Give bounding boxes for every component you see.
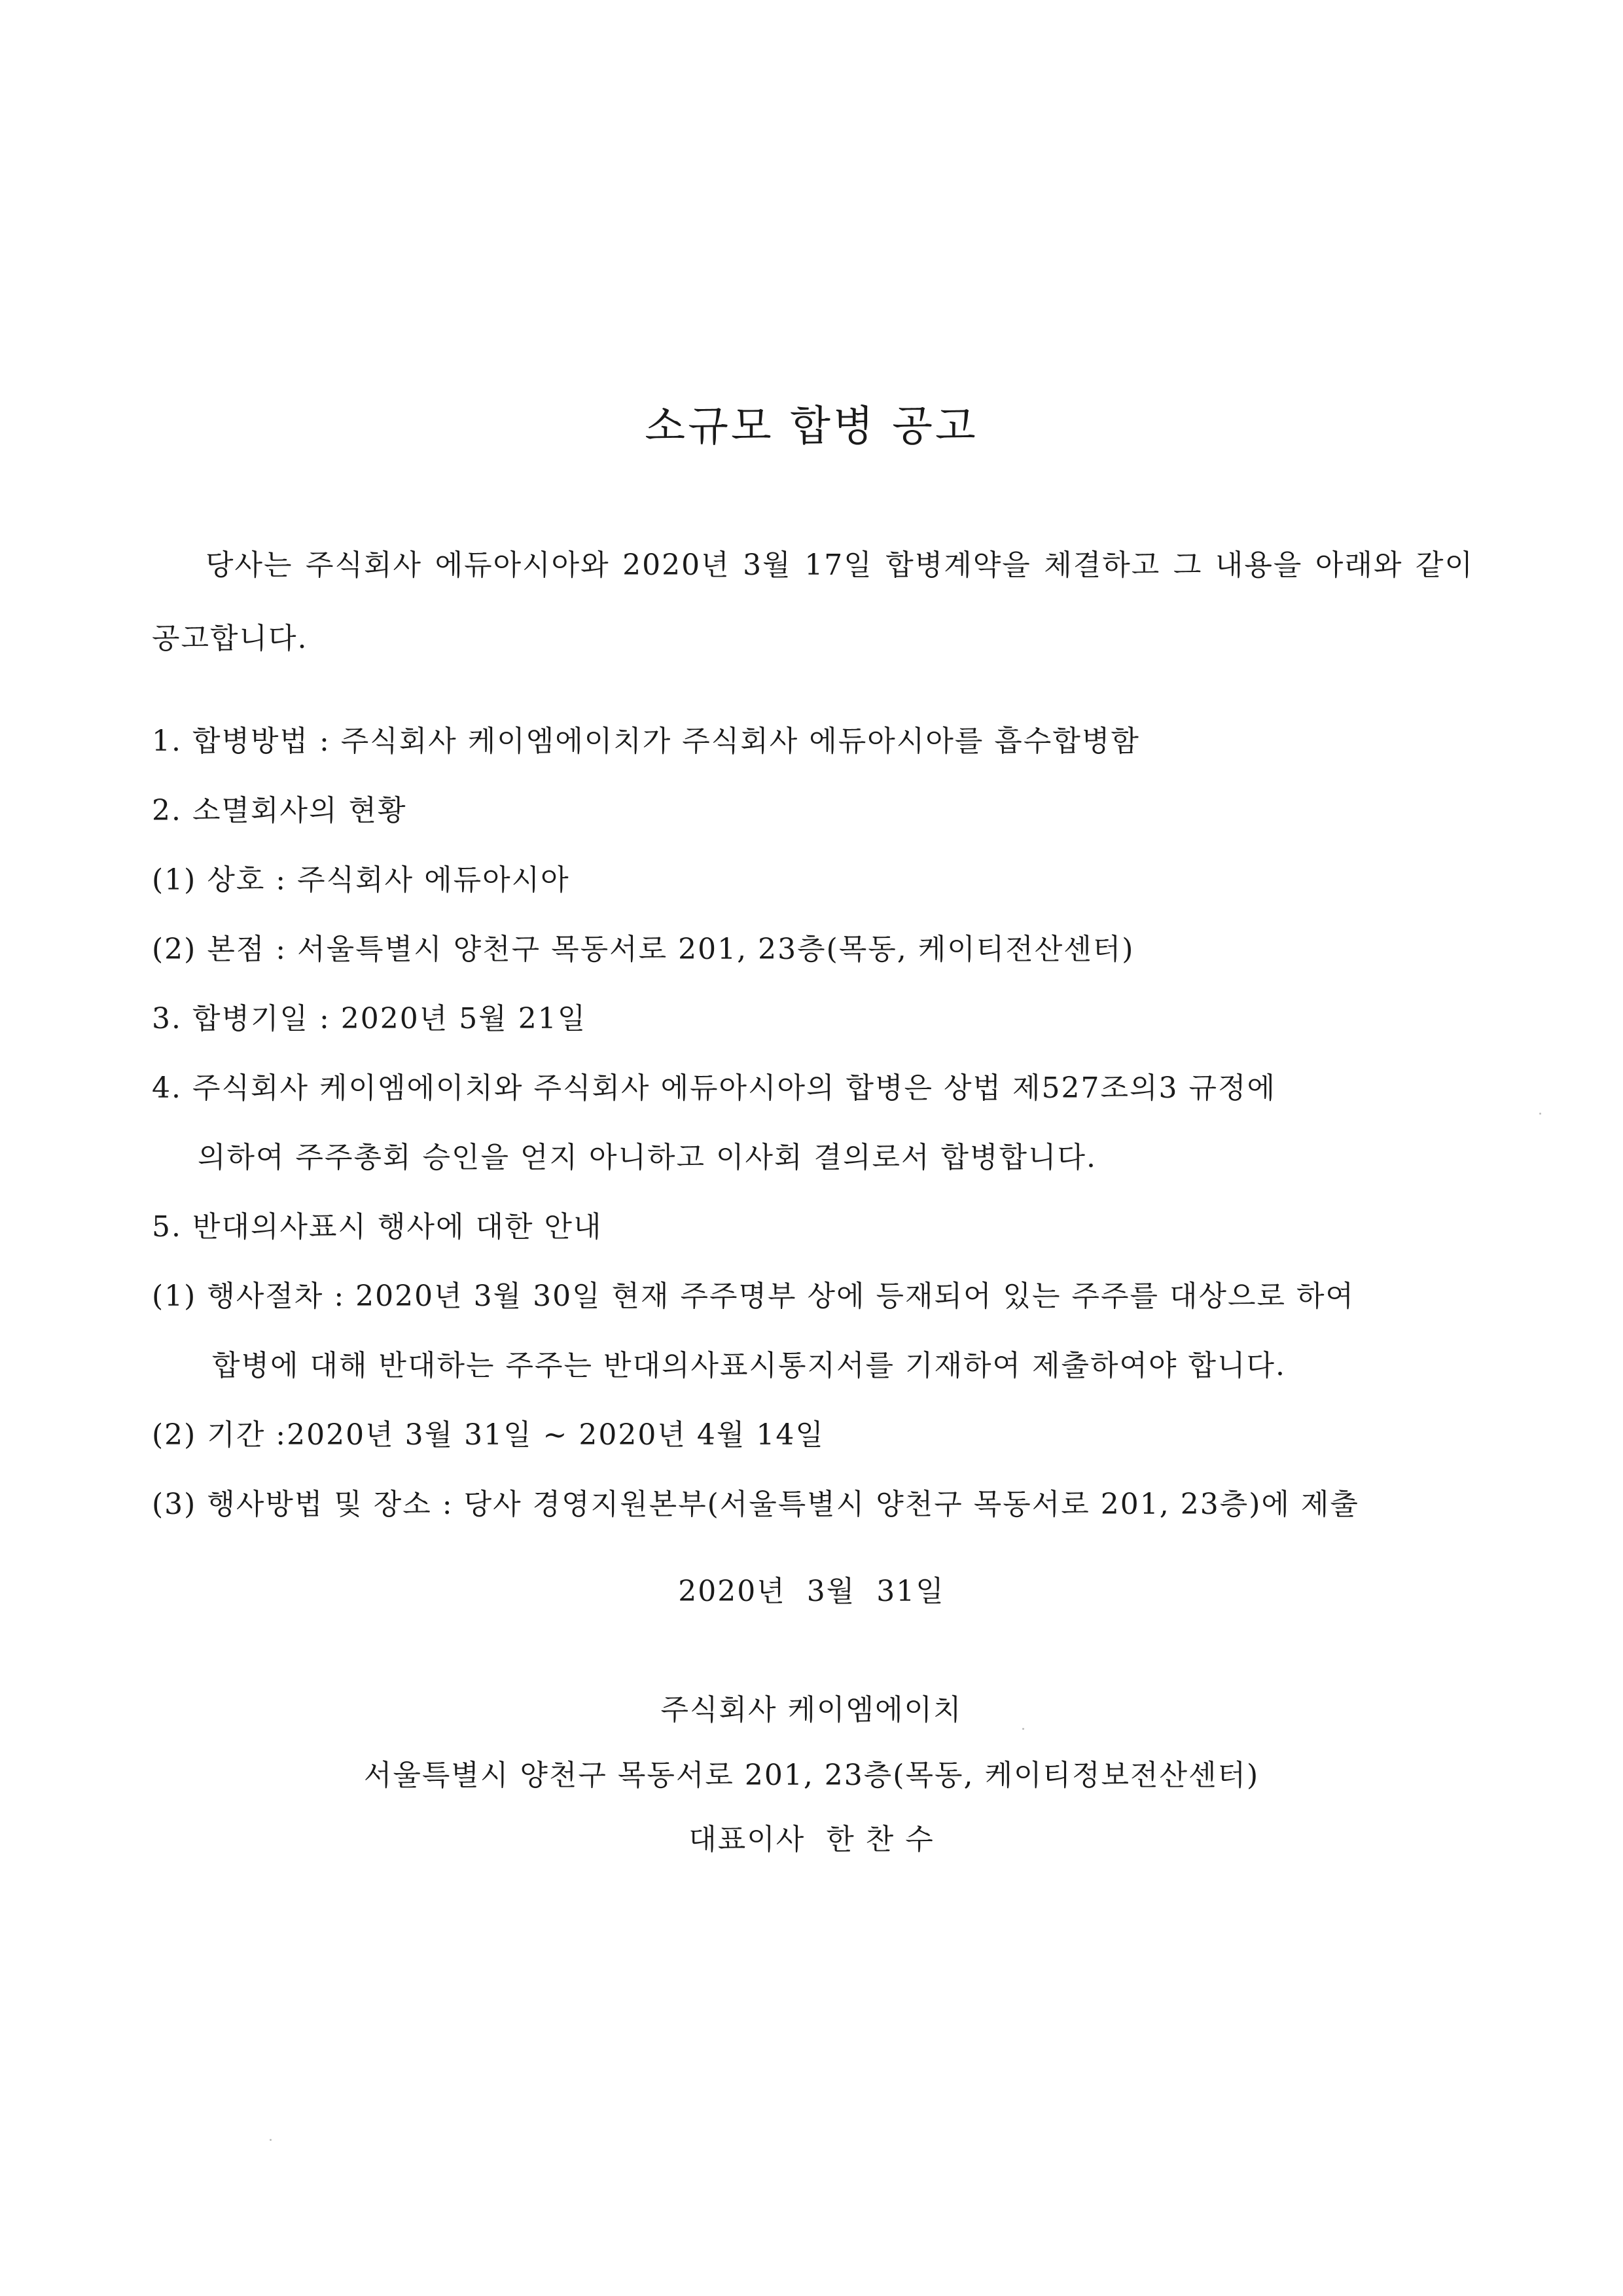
scan-speck [270,2139,272,2141]
item-company-name: (1) 상호 : 주식회사 에듀아시아 [152,863,570,897]
company-address: 서울특별시 양천구 목동서로 201, 23층(목동, 케이티정보전산센터) [363,1759,1260,1792]
item-dissent-guide: 5. 반대의사표시 행사에 대한 안내 [152,1210,603,1244]
item-merger-date: 3. 합병기일 : 2020년 5월 21일 [152,1002,587,1035]
document-title: 소규모 합병 공고 [645,403,978,451]
scan-speck [1539,1113,1541,1115]
item-procedure-cont: 합병에 대해 반대하는 주주는 반대의사표시통지서를 기재하여 제출하여야 합니다. [212,1349,1287,1382]
item-head-office: (2) 본점 : 서울특별시 양천구 목동서로 201, 23층(목동, 케이티전산센터) [152,933,1135,966]
intro-paragraph: 당사는 주식회사 에듀아시아와 2020년 3월 17일 합병계약을 체결하고 그 내용을 아래와 같이 공고합니다. [152,548,1474,655]
notice-date: 2020년 3월 31일 [678,1575,945,1608]
company-name: 주식회사 케이엠에이치 [660,1693,963,1727]
item-legal-basis-cont: 의하여 주주총회 승인을 얻지 아니하고 이사회 결의로서 합병합니다. [198,1141,1097,1174]
scan-speck [1022,1728,1024,1730]
item-method-place: (3) 행사방법 및 장소 : 당사 경영지원본부(서울특별시 양천구 목동서로 201, 23층)에 제출 [152,1488,1359,1521]
notice-items [152,707,1493,1539]
item-legal-basis: 4. 주식회사 케이엠에이치와 주식회사 에듀아시아의 합병은 상법 제527조의3 규정에 [152,1071,1276,1105]
item-period: (2) 기간 :2020년 3월 31일 ~ 2020년 4월 14일 [152,1418,825,1452]
item-procedure: (1) 행사절차 : 2020년 3월 30일 현재 주주명부 상에 등재되어 있는 주주를 대상으로 하여 [152,1280,1355,1313]
item-dissolved-company: 2. 소멸회사의 현황 [152,794,407,827]
item-merger-method: 1. 합병방법 : 주식회사 케이엠에이치가 주식회사 에듀아시아를 흡수합병함 [152,725,1140,758]
ceo-name: 대표이사 한 찬 수 [688,1823,935,1856]
